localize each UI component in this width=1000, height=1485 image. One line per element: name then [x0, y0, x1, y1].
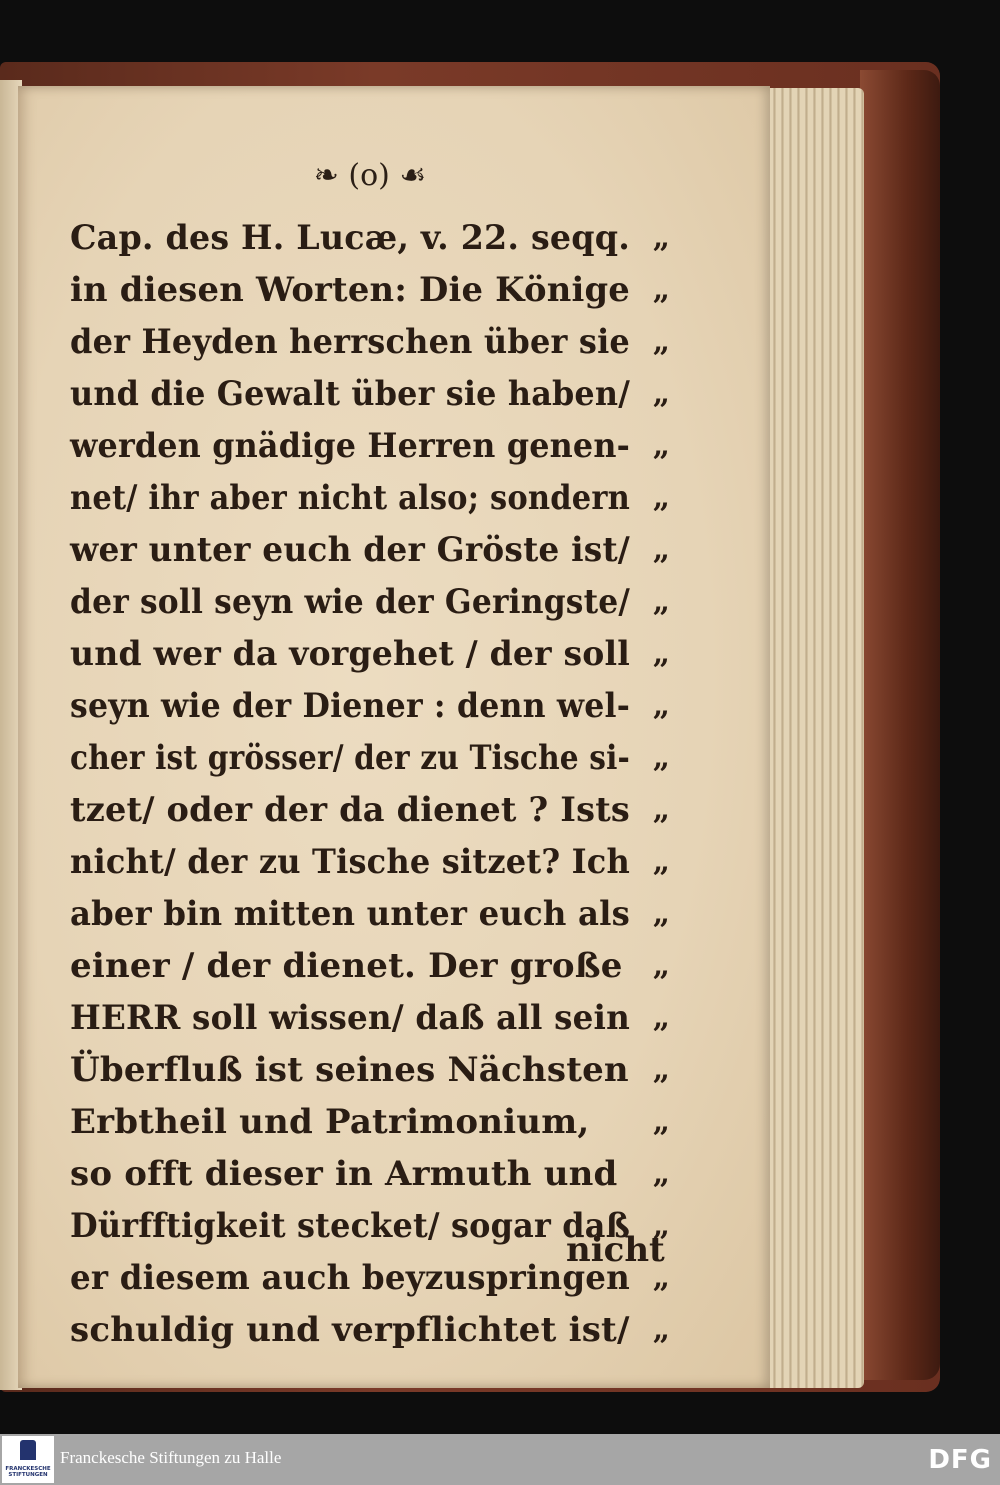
line-text: cher ist grösser/ der zu Tische si- [70, 738, 630, 778]
line-quote-mark: „ [652, 844, 670, 879]
line-text: HERR soll wissen/ daß all sein [70, 998, 630, 1038]
text-line [70, 524, 670, 576]
line-quote-mark: „ [652, 1052, 670, 1087]
line-quote-mark: „ [652, 220, 670, 255]
page-stack-edges [760, 88, 864, 1388]
line-quote-mark: „ [652, 896, 670, 931]
line-quote-mark: „ [652, 584, 670, 619]
line-text: er diesem auch beyzuspringen [70, 1258, 630, 1298]
line-text: so offt dieser in Armuth und [70, 1154, 618, 1194]
book-spine-edge [860, 70, 940, 1380]
text-line [70, 368, 670, 420]
line-quote-mark: „ [652, 376, 670, 411]
line-text: Dürfftigkeit stecket/ sogar daß [70, 1206, 630, 1246]
institution-logo[interactable] [2, 1436, 54, 1483]
line-text: tzet/ oder der da dienet ? Ists [70, 790, 630, 830]
line-text: der soll seyn wie der Geringste/ [70, 582, 630, 622]
line-text: einer / der dienet. Der große [70, 946, 623, 986]
text-line [70, 836, 670, 888]
line-text: net/ ihr aber nicht also; sondern [70, 478, 630, 518]
text-line [70, 576, 670, 628]
text-line [70, 1304, 670, 1356]
text-line [70, 264, 670, 316]
line-text: werden gnädige Herren genen- [70, 426, 630, 466]
text-line [70, 472, 670, 524]
line-text: in diesen Worten: Die Könige [70, 270, 630, 310]
line-quote-mark: „ [652, 948, 670, 983]
line-quote-mark: „ [652, 688, 670, 723]
text-line [70, 732, 670, 784]
line-text: Erbtheil und Patrimonium, [70, 1102, 590, 1142]
text-line [70, 940, 670, 992]
line-quote-mark: „ [652, 740, 670, 775]
line-quote-mark: „ [652, 636, 670, 671]
logo-text: FRANCKESCHE STIFTUNGEN [5, 1466, 51, 1478]
line-quote-mark: „ [652, 792, 670, 827]
text-line [70, 888, 670, 940]
line-text: und wer da vorgehet / der soll [70, 634, 630, 674]
logo-building-icon [20, 1440, 36, 1460]
line-text: aber bin mitten unter euch als [70, 894, 630, 934]
line-quote-mark: „ [652, 1000, 670, 1035]
line-quote-mark: „ [652, 1104, 670, 1139]
page-header-ornament: ❧ (o) ☙ [313, 158, 427, 193]
text-line [70, 680, 670, 732]
catchword: nicht [566, 1230, 665, 1270]
text-line [70, 212, 670, 264]
text-line [70, 784, 670, 836]
line-text: Überfluß ist seines Nächsten [70, 1050, 629, 1090]
text-line [70, 1148, 670, 1200]
line-quote-mark: „ [652, 1312, 670, 1347]
text-line [70, 1044, 670, 1096]
line-text: schuldig und verpflichtet ist/ [70, 1310, 630, 1350]
text-line [70, 316, 670, 368]
line-quote-mark: „ [652, 428, 670, 463]
line-quote-mark: „ [652, 324, 670, 359]
line-quote-mark: „ [652, 532, 670, 567]
text-line [70, 1096, 670, 1148]
line-quote-mark: „ [652, 1156, 670, 1191]
line-text: Cap. des H. Lucæ, v. 22. seqq. [70, 218, 630, 258]
page-text-block [70, 212, 670, 1356]
institution-name[interactable]: Franckesche Stiftungen zu Halle [60, 1448, 282, 1467]
dfg-logo[interactable]: DFG [928, 1445, 992, 1475]
line-quote-mark: „ [652, 1260, 670, 1295]
line-text: und die Gewalt über sie haben/ [70, 374, 630, 414]
line-quote-mark: „ [652, 272, 670, 307]
line-quote-mark: „ [652, 480, 670, 515]
line-text: wer unter euch der Gröste ist/ [70, 530, 630, 570]
line-text: nicht/ der zu Tische sitzet? Ich [70, 842, 630, 882]
text-line [70, 992, 670, 1044]
text-line [70, 628, 670, 680]
line-text: der Heyden herrschen über sie [70, 322, 630, 362]
line-text: seyn wie der Diener : denn wel- [70, 686, 630, 726]
text-line [70, 420, 670, 472]
footer-bar [0, 1434, 1000, 1485]
line-quote-mark: „ [652, 1208, 670, 1243]
